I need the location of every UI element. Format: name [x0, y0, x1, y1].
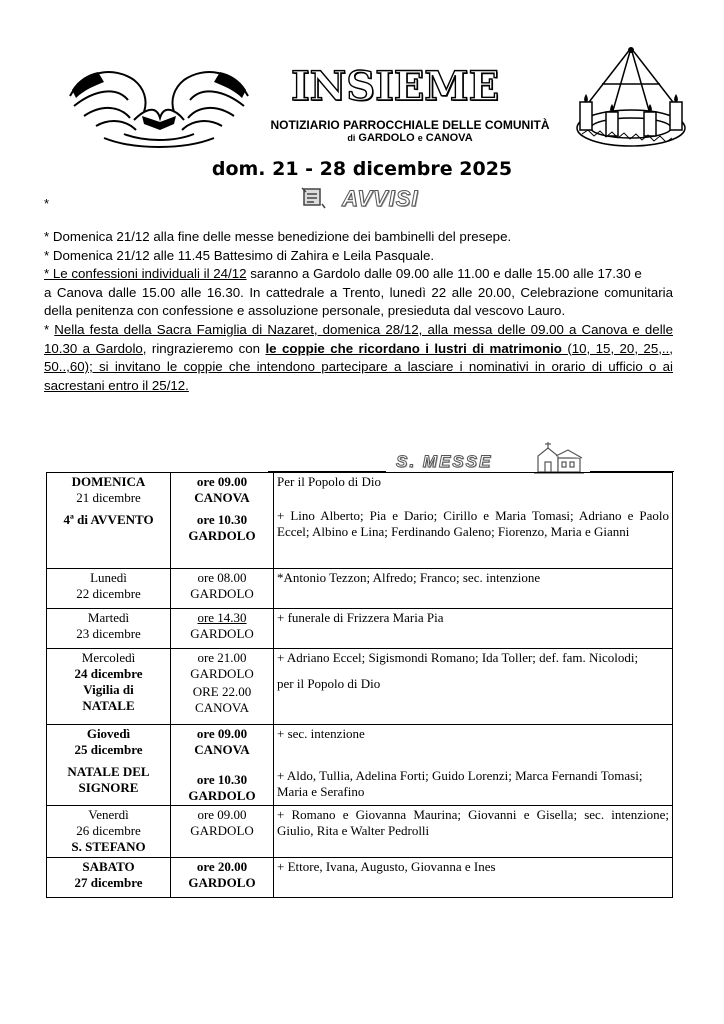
subtitle-di: di — [347, 133, 356, 143]
row-saturday-27 — [47, 858, 673, 898]
avvisi-title: AVVISI — [342, 186, 419, 211]
day-name: Venerdì — [88, 807, 129, 822]
time-cell — [171, 806, 274, 858]
mass-place: GARDOLO — [188, 788, 256, 803]
mass-place: GARDOLO — [190, 586, 254, 601]
mass-place: GARDOLO — [190, 626, 254, 641]
day-cell — [47, 806, 171, 858]
day-cell — [47, 858, 171, 898]
notice-4-mid: ringrazieremo con — [146, 340, 266, 356]
row-tuesday-23 — [47, 609, 673, 649]
day-date: 24 dicembre — [74, 666, 143, 681]
time-cell — [171, 569, 274, 609]
day-cell — [47, 725, 171, 806]
day-feast: S. STEFANO — [71, 839, 146, 854]
day-name: SABATO — [82, 859, 135, 874]
notice-4-final: si invitano le coppie che intendono partecipare a lasciare i nominativi in orario di ufficio o ai sacrestani entro il 25/12. — [44, 359, 673, 393]
notice-4-prefix: * — [44, 321, 55, 337]
church-icon — [534, 440, 584, 474]
row-thursday-25 — [47, 725, 673, 806]
row-wednesday-24 — [47, 649, 673, 725]
time-cell — [171, 725, 274, 806]
day-name: Martedì — [87, 610, 130, 625]
masthead-title: INSIEME — [290, 63, 500, 110]
notice-4 — [44, 321, 673, 395]
notice-3-rest: saranno a Gardolo dalle 09.00 alle 11.00 e dalle 15.00 alle 17.30 e — [246, 266, 642, 282]
day-date: 26 dicembre — [76, 823, 141, 838]
avvisi-asterisk: * — [44, 196, 50, 211]
notice-scroll-icon — [300, 186, 326, 210]
intention: + Aldo, Tullia, Adelina Forti; Guido Lorenzi; Marca Fernandi Tomasi; Maria e Serafino — [277, 768, 643, 799]
intention: + Romano e Giovanna Maurina; Giovanni e Gisella; sec. intenzione; Giulio, Rita e Walter Pedrolli — [277, 807, 669, 838]
notice-2: * Domenica 21/12 alle 11.45 Battesimo di Zahira e Leila Pasquale. — [44, 247, 435, 263]
subtitle-gardolo: GARDOLO — [358, 132, 415, 144]
day-feast: Vigilia di NATALE — [82, 682, 135, 713]
intention-cell — [274, 725, 673, 806]
intention: + funerale di Frizzera Maria Pia — [277, 610, 444, 625]
mass-time: ore 21.00 — [197, 650, 247, 665]
day-name: Lunedì — [90, 570, 127, 585]
day-date: 22 dicembre — [76, 586, 141, 601]
day-date: 27 dicembre — [74, 875, 143, 890]
day-cell — [47, 609, 171, 649]
mass-time: ore 09.00 — [197, 807, 247, 822]
row-friday-26 — [47, 806, 673, 858]
time-cell — [171, 609, 274, 649]
notices-block — [44, 228, 673, 395]
mass-time: ore 20.00 — [196, 859, 248, 874]
subtitle-line-2 — [250, 132, 570, 144]
day-feast: 4ª di AVVENTO — [63, 512, 154, 527]
intention-cell — [274, 473, 673, 569]
mass-time: ore 09.00 — [196, 474, 248, 489]
notice-1: * Domenica 21/12 alla fine delle messe benedizione dei bambinelli del presepe. — [44, 229, 512, 244]
mass-time: ore 08.00 — [197, 570, 247, 585]
intention-cell — [274, 649, 673, 725]
intention-cell — [274, 858, 673, 898]
day-name: DOMENICA — [71, 474, 146, 489]
notice-4-underlined: Nella festa della Sacra Famiglia di Nazaret, domenica 28/12, alla messa delle 09.00 a Canova e delle 10.30 a Gardolo, — [44, 321, 673, 356]
intention: per il Popolo di Dio — [277, 676, 381, 691]
row-monday-22 — [47, 569, 673, 609]
mass-time: ore 14.30 — [197, 610, 247, 625]
date-range-heading: dom. 21 - 28 dicembre 2025 — [211, 158, 513, 180]
mass-place: GARDOLO — [190, 666, 254, 681]
mass-time: ORE 22.00 — [192, 684, 252, 699]
day-name: Giovedì — [86, 726, 131, 741]
time-cell — [171, 858, 274, 898]
intention: + Adriano Eccel; Sigismondi Romano; Ida Toller; def. fam. Nicolodi; — [277, 650, 639, 665]
intention: Per il Popolo di Dio — [277, 474, 382, 489]
intention: + sec. intenzione — [277, 726, 365, 741]
mass-time: ore 09.00 — [196, 726, 248, 741]
day-cell — [47, 569, 171, 609]
day-cell — [47, 649, 171, 725]
mass-place: GARDOLO — [188, 528, 256, 543]
day-cell — [47, 473, 171, 569]
mass-time: ore 10.30 — [196, 512, 248, 527]
notice-3 — [44, 265, 673, 284]
subtitle-canova: CANOVA — [425, 132, 473, 144]
intention-cell — [274, 609, 673, 649]
day-date: 21 dicembre — [76, 490, 141, 505]
intention-cell — [274, 806, 673, 858]
intention: *Antonio Tezzon; Alfredo; Franco; sec. intenzione — [277, 570, 541, 585]
intention: + Lino Alberto; Pia e Dario; Cirillo e Maria Tomasi; Adriano e Paolo Eccel; Albino e Lina; Ferdinando Galeno; Fiorenzo, Maria e Gianni — [277, 508, 669, 539]
day-feast: NATALE DEL SIGNORE — [67, 764, 150, 795]
subtitle-e: e — [417, 133, 423, 143]
masses-table — [46, 472, 673, 898]
time-cell — [171, 473, 274, 569]
intention-cell — [274, 569, 673, 609]
intention: + Ettore, Ivana, Augusto, Giovanna e Ines — [277, 859, 496, 874]
day-name: Mercoledì — [81, 650, 136, 665]
mass-place: GARDOLO — [188, 875, 256, 890]
day-date: 23 dicembre — [76, 626, 141, 641]
messe-title: S. MESSE — [396, 452, 493, 471]
time-cell — [171, 649, 274, 725]
mass-place: CANOVA — [195, 700, 249, 715]
mass-place: GARDOLO — [190, 823, 254, 838]
row-sunday-21 — [47, 473, 673, 569]
praying-hands-illustration — [64, 60, 254, 150]
day-date: 25 dicembre — [74, 742, 143, 757]
mass-place: CANOVA — [194, 490, 250, 505]
mass-place: CANOVA — [194, 742, 250, 757]
subtitle-line-1: NOTIZIARIO PARROCCHIALE DELLE COMUNITÀ — [270, 118, 550, 132]
notice-3-continued: a Canova dalle 15.00 alle 16.30. In cattedrale a Trento, lunedì 22 alle 20.00, Celebrazione comunitaria della penitenza con confessione e assoluzione personale, presieduta dal vescovo Lauro. — [44, 284, 673, 319]
notice-3-underlined: * Le confessioni individuali il 24/12 — [44, 266, 247, 282]
notice-4-years: (10, 15, 20, 25,.., 50..,60); — [44, 340, 674, 375]
mass-time: ore 10.30 — [196, 772, 248, 787]
advent-wreath-illustration — [572, 44, 690, 152]
notice-4-bold: le coppie che ricordano i lustri di matrimonio — [265, 340, 568, 356]
